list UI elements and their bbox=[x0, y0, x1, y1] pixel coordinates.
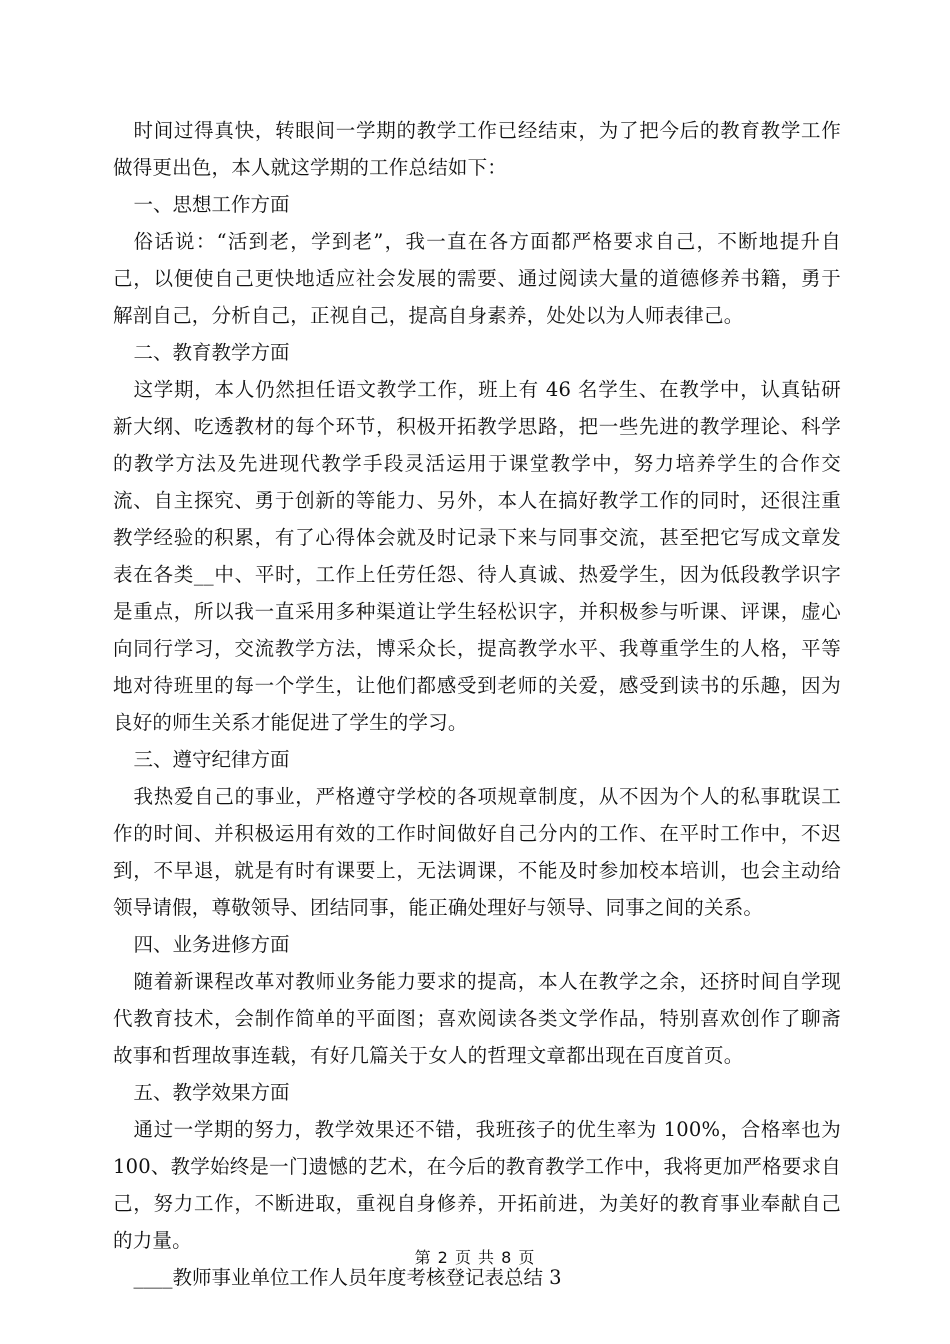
document-body bbox=[113, 112, 841, 1296]
paragraph-results: 通过一学期的努力，教学效果还不错，我班孩子的优生率为 100%，合格率也为 100、教学始终是一门遗憾的艺术，在今后的教育教学工作中，我将更加严格要求自己，努力工作，不断进取，重视自身修养，开拓前进，为美好的教育事业奉献自己的力量。 bbox=[113, 1118, 841, 1252]
paragraph-study: 随着新课程改革对教师业务能力要求的提高，本人在教学之余，还挤时间自学现代教育技术，会制作简单的平面图；喜欢阅读各类文学作品，特别喜欢创作了聊斋故事和哲理故事连载，有好几篇关于女人的哲理文章都出现在百度首页。 bbox=[113, 970, 841, 1067]
section-heading-discipline: 三、遵守纪律方面 bbox=[133, 748, 290, 771]
paragraph-thought: 俗话说：“活到老，学到老”，我一直在各方面都严格要求自己，不断地提升自己，以便使自己更快地适应社会发展的需要、通过阅读大量的道德修养书籍，勇于解剖自己，分析自己，正视自己，提高自身素养，处处以为人师表律己。 bbox=[113, 230, 841, 327]
page-number-footer: 第 2 页 共 8 页 bbox=[414, 1248, 536, 1267]
section-heading-teaching: 二、教育教学方面 bbox=[133, 341, 290, 364]
paragraph-teaching: 这学期，本人仍然担任语文教学工作，班上有 46 名学生、在教学中，认真钻研新大纲、吃透教材的每个环节，积极开拓教学思路，把一些先进的教学理论、科学的教学方法及先进现代教学手段灵活运用于课堂教学中，努力培养学生的合作交流、自主探究、勇于创新的等能力、另外，本人在搞好教学工作的同时，还很注重教学经验的积累，有了心得体会就及时记录下来与同事交流，甚至把它写成文章发表在各类__中、平时，工作上任劳任怨、待人真诚、热爱学生，因为低段教学识字是重点，所以我一直采用多种渠道让学生轻松识字，并积极参与听课、评课，虚心向同行学习，交流教学方法，博采众长，提高教学水平、我尊重学生的人格，平等地对待班里的每一个学生，让他们都感受到老师的关爱，感受到读书的乐趣，因为良好的师生关系才能促进了学生的学习。 bbox=[113, 378, 841, 734]
section-heading-study: 四、业务进修方面 bbox=[133, 933, 290, 956]
section-heading-thought: 一、思想工作方面 bbox=[133, 193, 290, 216]
paragraph-intro: 时间过得真快，转眼间一学期的教学工作已经结束，为了把今后的教育教学工作做得更出色，本人就这学期的工作总结如下： bbox=[113, 119, 841, 179]
next-section-title: ____教师事业单位工作人员年度考核登记表总结 3 bbox=[133, 1266, 562, 1289]
section-heading-results: 五、教学效果方面 bbox=[133, 1081, 290, 1104]
paragraph-discipline: 我热爱自己的事业，严格遵守学校的各项规章制度，从不因为个人的私事耽误工作的时间、并积极运用有效的工作时间做好自己分内的工作、在平时工作中，不迟到，不早退，就是有时有课要上，无法调课，不能及时参加校本培训，也会主动给领导请假，尊敬领导、团结同事，能正确处理好与领导、同事之间的关系。 bbox=[113, 785, 841, 919]
